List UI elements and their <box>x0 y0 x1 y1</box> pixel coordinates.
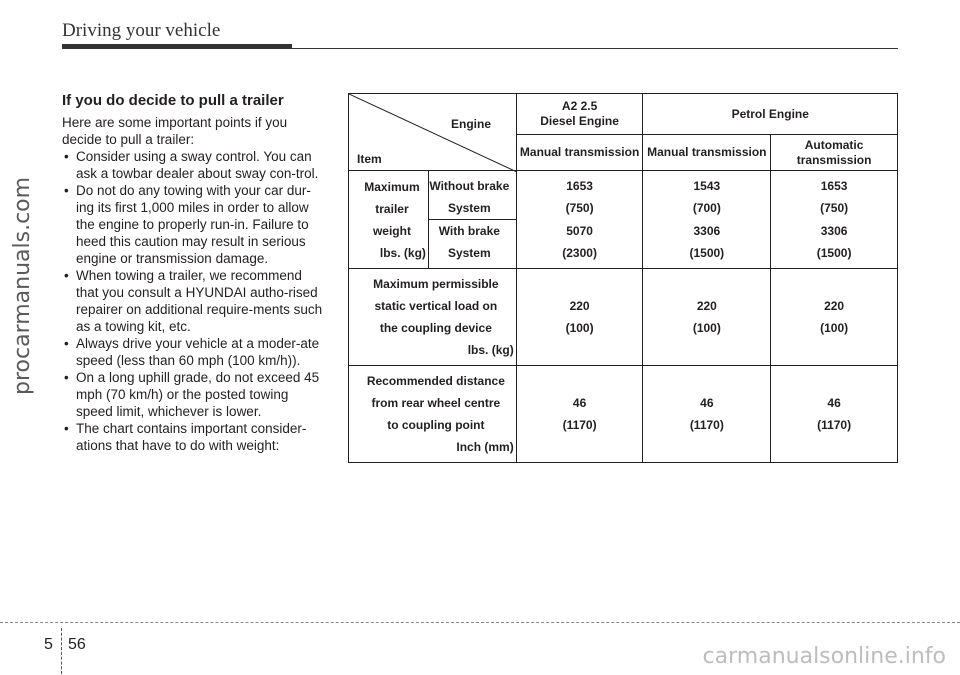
value-cell <box>516 366 643 463</box>
with-brake-label <box>428 220 516 269</box>
bullet-item: • When towing a trailer, we recommend that you consult a HYUNDAI autho-rised repairer on additional require-ments such as a towing kit, etc. <box>62 267 326 335</box>
bullet-item: • The chart contains important consider-ations that have to do with weight: <box>62 420 326 454</box>
label-line: Maximum <box>364 179 420 194</box>
trans-header-col2: Manual transmission <box>643 135 771 171</box>
label-line: from rear wheel centre <box>371 396 501 410</box>
bullet-list <box>62 148 326 454</box>
bullet-item: • On a long uphill grade, do not exceed 45 mph (70 km/h) or the posted towing speed limit, whichever is lower. <box>62 369 326 420</box>
value-line: (100) <box>565 321 594 335</box>
trans-header-col3: Automatic transmission <box>771 135 898 171</box>
footer-dashed-rule <box>0 622 960 623</box>
value-line: 220 <box>696 299 717 313</box>
value-line: (100) <box>692 321 721 335</box>
towing-spec-table <box>348 93 898 463</box>
value-line: 220 <box>569 299 590 313</box>
label-line: System <box>447 201 491 215</box>
value-line: (100) <box>820 321 849 335</box>
value-line: 46 <box>700 396 714 410</box>
value-line: (1170) <box>562 418 597 432</box>
value-line: 5070 <box>566 223 593 238</box>
watermark-bottom: carmanualsonline.info <box>702 644 946 669</box>
page-header-title: Driving your vehicle <box>62 20 221 41</box>
value-cell <box>771 366 898 463</box>
value-line: 46 <box>572 396 587 410</box>
max-trailer-weight-label <box>349 171 429 269</box>
trans-header-col1: Manual transmission <box>516 135 643 171</box>
value-line: (750) <box>565 201 594 216</box>
value-cell <box>771 220 898 269</box>
label-line: weight <box>372 223 411 238</box>
value-cell <box>643 220 771 269</box>
value-line: 1653 <box>566 179 593 194</box>
diesel-header-line2: Diesel Engine <box>540 114 619 128</box>
bullet-item: • Do not do any towing with your car dur-ing its first 1,000 miles in order to allow the engine to properly run-in. Failure to heed this caution may result in serious engine or transmission damage. <box>62 182 326 267</box>
label-line: the coupling device <box>379 321 492 335</box>
value-line: (750) <box>820 201 849 216</box>
value-line: (1500) <box>689 245 725 260</box>
diesel-header-line1: A2 2.5 <box>561 99 598 113</box>
value-line: 3306 <box>693 223 721 238</box>
diesel-engine-header <box>516 94 643 135</box>
section-heading: If you do decide to pull a trailer <box>62 92 284 109</box>
value-line: (1170) <box>817 418 852 432</box>
label-line: static vertical load on <box>374 299 498 313</box>
unit-label: lbs. (kg) <box>379 245 426 260</box>
unit-label: Inch (mm) <box>456 440 514 454</box>
value-line: (700) <box>692 201 721 216</box>
label-line: With brake <box>438 224 500 238</box>
page-number: 56 <box>68 636 86 653</box>
value-cell <box>516 171 643 220</box>
value-line: (2300) <box>562 245 597 260</box>
chapter-number: 5 <box>44 636 53 653</box>
bullet-item: • Always drive your vehicle at a moder-ate speed (less than 60 mph (100 km/h)). <box>62 335 326 369</box>
value-line: 1543 <box>693 179 721 194</box>
value-cell <box>516 220 643 269</box>
value-line: 46 <box>827 396 841 410</box>
table-corner-cell <box>349 94 517 171</box>
value-line: 3306 <box>820 223 848 238</box>
header-rule-thick <box>62 44 292 49</box>
value-cell <box>771 171 898 220</box>
unit-label: lbs. (kg) <box>467 343 514 357</box>
value-line: (1500) <box>816 245 852 260</box>
bullet-item: • Consider using a sway control. You can ask a towbar dealer about sway con-trol. <box>62 148 326 182</box>
distance-label <box>349 366 517 463</box>
corner-engine-label: Engine <box>451 117 492 131</box>
value-cell <box>643 269 771 366</box>
label-line: trailer <box>375 201 409 216</box>
value-line: 1653 <box>820 179 848 194</box>
label-line: System <box>447 246 491 260</box>
label-line: Maximum permissible <box>373 277 499 291</box>
petrol-engine-header: Petrol Engine <box>643 94 898 135</box>
value-line: 220 <box>824 299 845 313</box>
watermark-left: procarmanuals.com <box>10 176 35 395</box>
value-cell <box>643 171 771 220</box>
corner-item-label: Item <box>357 152 382 166</box>
value-cell <box>516 269 643 366</box>
value-line: (1170) <box>689 418 724 432</box>
label-line: to coupling point <box>387 418 485 432</box>
footer-vertical-rule <box>61 628 62 674</box>
value-cell <box>771 269 898 366</box>
label-line: Recommended distance <box>366 374 505 388</box>
value-cell <box>643 366 771 463</box>
label-line: Without brake <box>429 179 510 193</box>
vertical-load-label <box>349 269 517 366</box>
without-brake-label <box>428 171 516 220</box>
header-rule-thin <box>292 48 898 49</box>
intro-paragraph: Here are some important points if you decide to pull a trailer: <box>62 115 288 147</box>
